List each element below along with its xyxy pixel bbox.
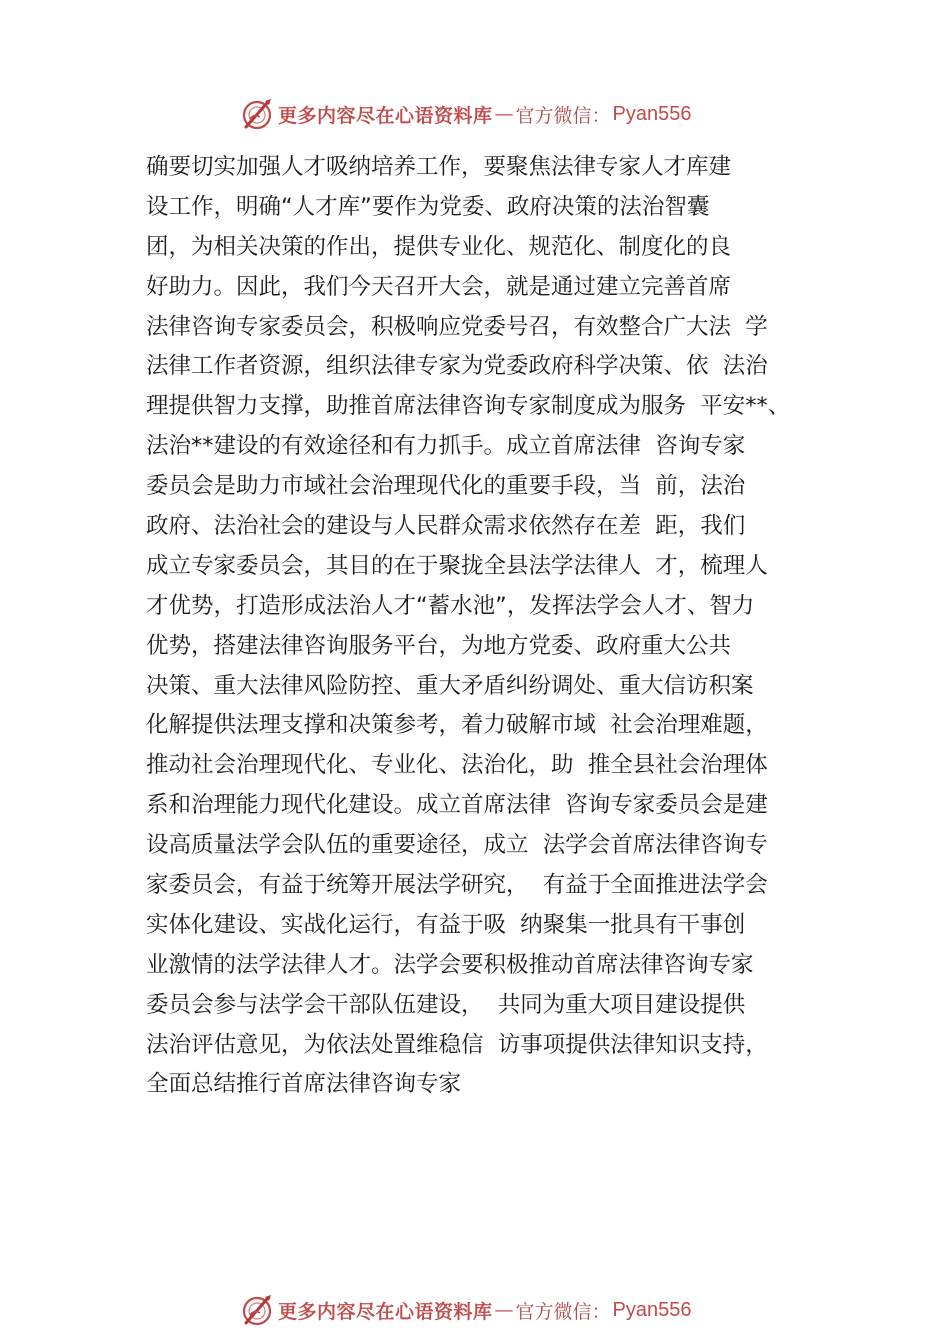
wechat-label: 官方微信： (515, 104, 611, 127)
text-line: 设工作，明确“人才库”要作为党委、政府决策的法治智囊 (146, 193, 710, 220)
brush-logo-icon (240, 1293, 274, 1327)
banner-text: 更多内容尽在心语资料库 (278, 1300, 493, 1323)
text-line: 理提供智力支撑，助推首席法律咨询专家制度成为服务 平安**、 (146, 393, 791, 420)
text-line: 法治评估意见，为依法处置维稳信 访事项提供法律知识支持， (146, 1031, 768, 1058)
text-line: 法律工作者资源，组织法律专家为党委政府科学决策、依 法治 (146, 353, 768, 380)
text-line: 决策、重大法律风险防控、重大矛盾纠纷调处、重大信访积案 (146, 672, 754, 699)
banner-dash: — (494, 1299, 514, 1321)
header-banner (240, 96, 692, 132)
wechat-id: Pyan556 (612, 1298, 692, 1321)
text-line: 业激情的法学法律人才。法学会要积极推动首席法律咨询专家 (146, 951, 754, 978)
brush-logo-icon (240, 97, 274, 131)
text-line: 政府、法治社会的建设与人民群众需求依然存在差 距，我们 (146, 513, 746, 540)
text-line: 家委员会，有益于统筹开展法学研究， 有益于全面推进法学会 (146, 872, 768, 899)
text-line: 化解提供法理支撑和决策参考，着力破解市域 社会治理难题， (146, 712, 768, 739)
banner-text: 更多内容尽在心语资料库 (278, 104, 493, 127)
text-line: 成立专家委员会，其目的在于聚拢全县法学法律人 才，梳理人 (146, 552, 768, 579)
text-line: 实体化建设、实战化运行，有益于吸 纳聚集一批具有干事创 (146, 911, 746, 938)
text-line: 法律咨询专家委员会，积极响应党委号召，有效整合广大法 学 (146, 313, 768, 340)
body-paragraph (146, 148, 846, 1105)
text-line: 系和治理能力现代化建设。成立首席法律 咨询专家委员会是建 (146, 792, 768, 819)
banner-dash: — (494, 103, 514, 125)
text-line: 团，为相关决策的作出，提供专业化、规范化、制度化的良 (146, 233, 732, 260)
text-line: 全面总结推行首席法律咨询专家 (146, 1071, 462, 1098)
text-line: 法治**建设的有效途径和有力抓手。成立首席法律 咨询专家 (146, 433, 746, 460)
text-line: 确要切实加强人才吸纳培养工作，要聚焦法律专家人才库建 (146, 154, 732, 180)
text-line: 好助力。因此，我们今天召开大会，就是通过建立完善首席 (146, 273, 732, 300)
footer-banner (240, 1292, 692, 1328)
text-line: 委员会是助力市域社会治理现代化的重要手段，当 前，法治 (146, 473, 746, 500)
wechat-id: Pyan556 (612, 102, 692, 125)
text-line: 推动社会治理现代化、专业化、法治化，助 推全县社会治理体 (146, 752, 768, 779)
text-line: 优势，搭建法律咨询服务平台，为地方党委、政府重大公共 (146, 632, 732, 659)
wechat-label: 官方微信： (515, 1300, 611, 1323)
text-line: 才优势，打造形成法治人才“蓄水池”，发挥法学会人才、智力 (146, 592, 755, 619)
text-line: 委员会参与法学会干部队伍建设， 共同为重大项目建设提供 (146, 991, 746, 1018)
text-line: 设高质量法学会队伍的重要途径，成立 法学会首席法律咨询专 (146, 832, 768, 859)
